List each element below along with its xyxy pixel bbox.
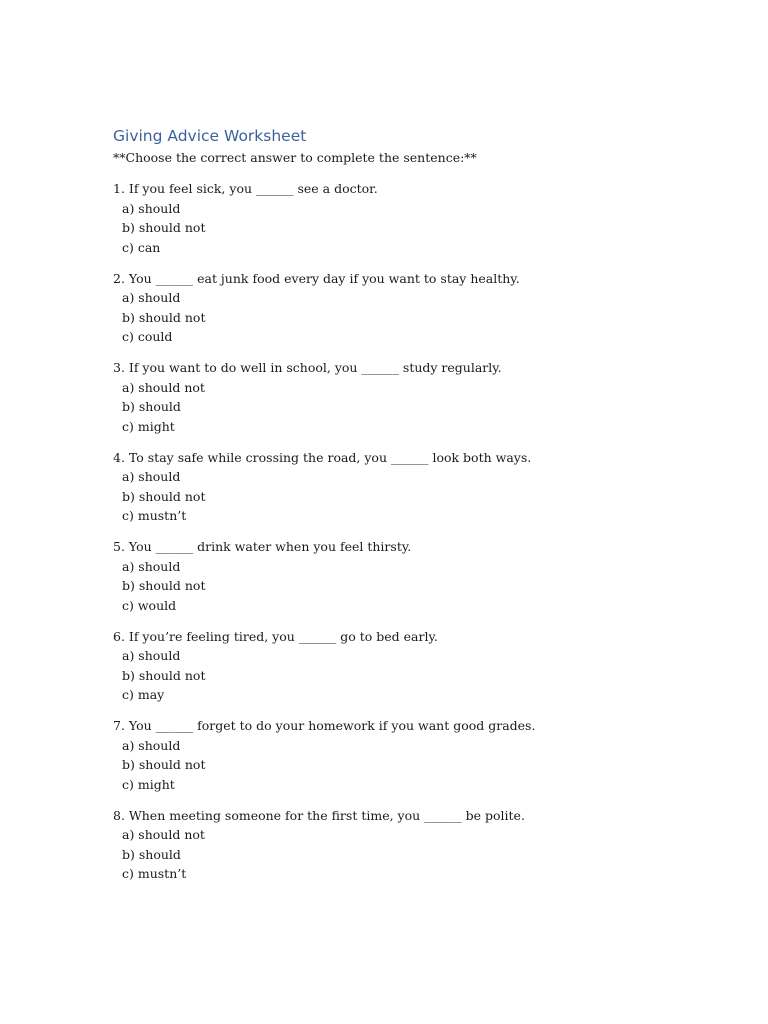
question-text: 7. You ______ forget to do your homework if you want good grades. (113, 718, 536, 733)
option-c: c) may (122, 687, 165, 702)
instructions: **Choose the correct answer to complete the sentence:** (113, 150, 477, 165)
option-b: b) should (122, 399, 181, 414)
option-b: b) should not (122, 309, 206, 325)
option-c: c) mustn’t (122, 866, 187, 881)
option-c: c) mustn’t (122, 508, 187, 523)
question-6 (113, 627, 673, 717)
option-a: a) should not (122, 827, 205, 842)
option-b: b) should not (122, 488, 206, 504)
option-a: a) should not (122, 379, 205, 395)
question-text: 4. To stay safe while crossing the road, you ______ look both ways. (113, 449, 532, 465)
option-b: b) should not (122, 220, 206, 235)
option-c: c) would (122, 597, 177, 613)
option-a: a) should (122, 737, 181, 753)
option-a: a) should (122, 290, 181, 305)
option-a: a) should (122, 558, 181, 574)
option-c: c) might (122, 418, 175, 434)
question-text: 3. If you want to do well in school, you ______ study regularly. (113, 360, 502, 375)
option-a: a) should (122, 469, 181, 484)
worksheet-page (113, 124, 673, 895)
option-a: a) should (122, 200, 181, 216)
question-8 (113, 806, 673, 896)
option-c: c) might (122, 776, 175, 792)
question-list (113, 179, 673, 895)
worksheet-title: Giving Advice Worksheet (113, 127, 307, 145)
option-a: a) should (122, 648, 181, 663)
question-text: 2. You ______ eat junk food every day if you want to stay healthy. (113, 270, 520, 286)
option-b: b) should not (122, 578, 206, 593)
question-text: 6. If you’re feeling tired, you ______ go to bed early. (113, 628, 438, 644)
option-c: c) can (122, 239, 161, 255)
question-4 (113, 448, 673, 538)
option-b: b) should not (122, 667, 206, 683)
question-1 (113, 179, 673, 269)
question-7 (113, 716, 673, 806)
question-text: 8. When meeting someone for the first time, you ______ be polite. (113, 807, 525, 823)
option-b: b) should (122, 846, 181, 862)
question-3 (113, 358, 673, 448)
question-text: 5. You ______ drink water when you feel thirsty. (113, 539, 412, 554)
question-2 (113, 269, 673, 359)
question-5 (113, 537, 673, 627)
question-text: 1. If you feel sick, you ______ see a doctor. (113, 181, 378, 196)
option-b: b) should not (122, 757, 206, 772)
option-c: c) could (122, 329, 173, 344)
